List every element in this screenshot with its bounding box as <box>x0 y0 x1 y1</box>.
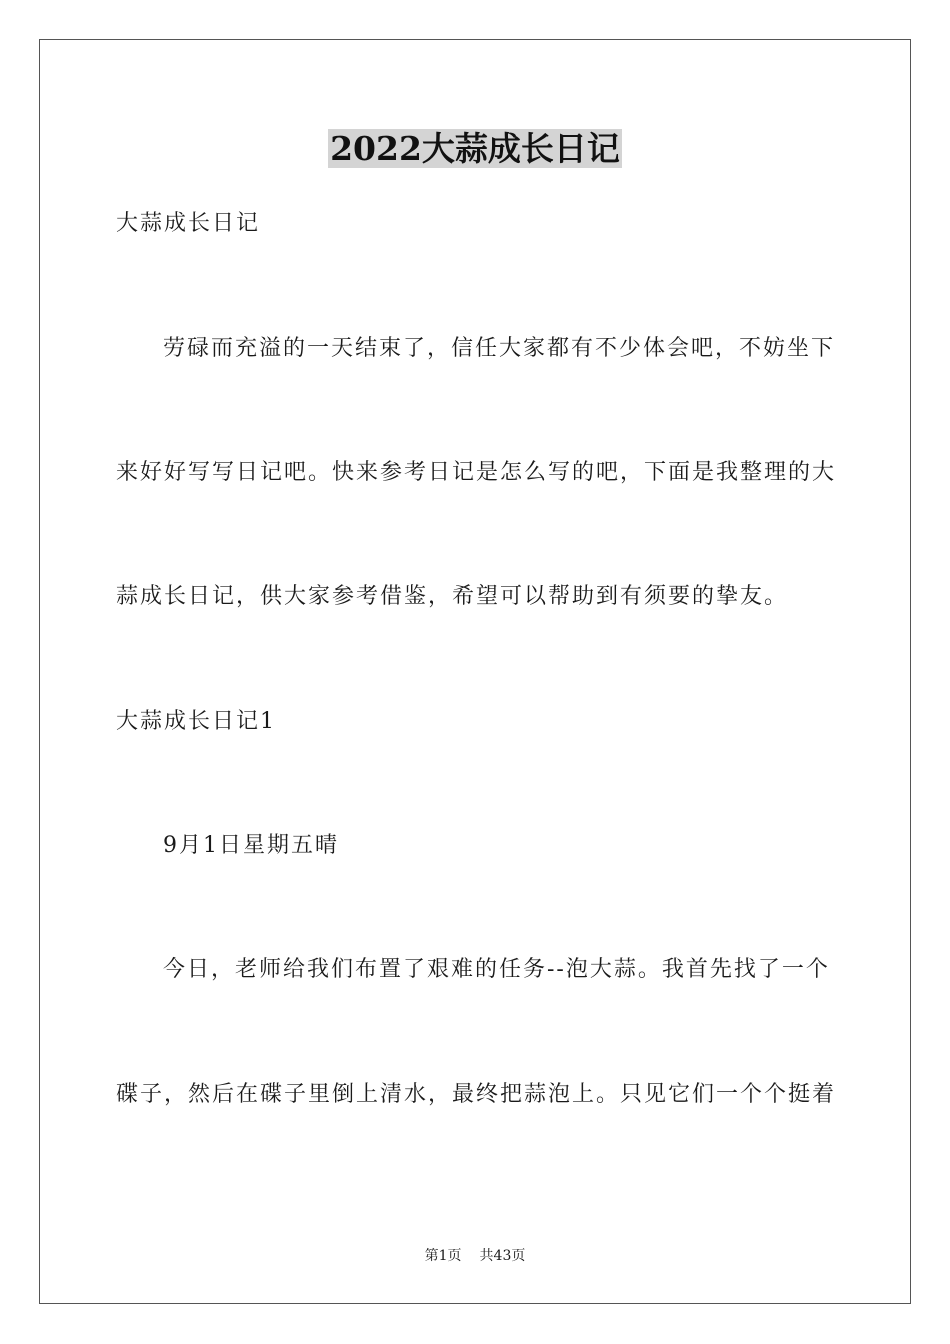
document-title-text: 2022大蒜成长日记 <box>330 129 620 168</box>
paragraph-line: 今日，老师给我们布置了艰难的任务--泡大蒜。我首先找了一个 <box>163 957 830 982</box>
page-number: 第1页 <box>424 1248 462 1264</box>
paragraph-line: 劳碌而充溢的一天结束了，信任大家都有不少体会吧，不妨坐下 <box>163 336 836 361</box>
subtitle-line: 大蒜成长日记 <box>116 211 261 236</box>
section-heading: 大蒜成长日记1 <box>116 709 276 734</box>
diary-date-line: 9月1日星期五晴 <box>163 833 339 858</box>
page-total: 共43页 <box>479 1248 526 1264</box>
document-title <box>0 126 950 172</box>
paragraph-line: 蒜成长日记，供大家参考借鉴，希望可以帮助到有须要的挚友。 <box>116 584 789 609</box>
page-footer <box>0 1246 950 1266</box>
paragraph-line: 来好好写写日记吧。快来参考日记是怎么写的吧，下面是我整理的大 <box>116 460 837 485</box>
paragraph-line: 碟子，然后在碟子里倒上清水，最终把蒜泡上。只见它们一个个挺着 <box>116 1082 837 1107</box>
